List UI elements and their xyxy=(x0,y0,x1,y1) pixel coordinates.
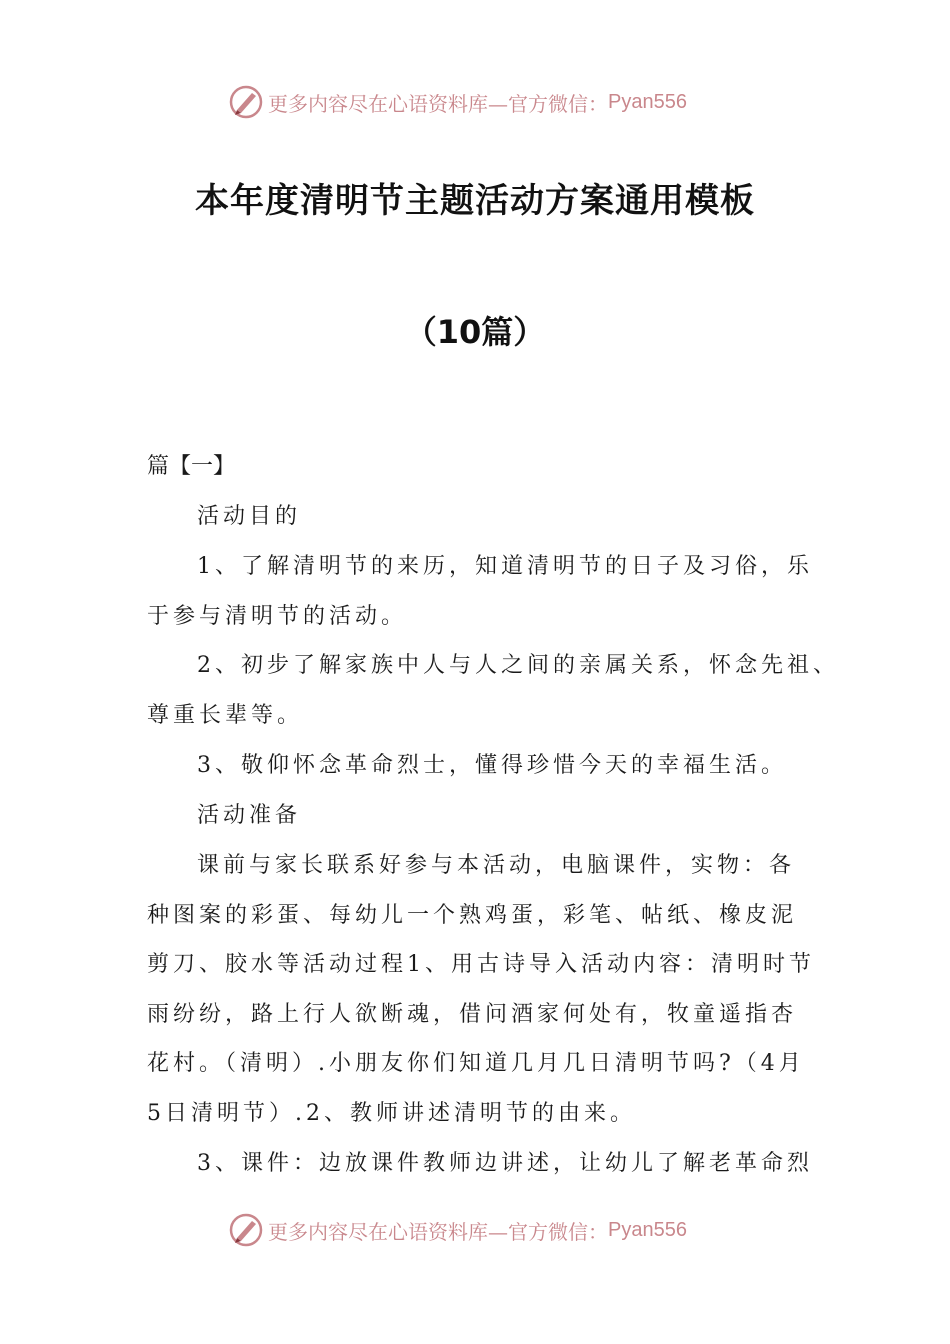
paragraph-line: 课前与家长联系好参与本活动，电脑课件，实物：各 xyxy=(197,853,796,878)
paragraph-line: 雨纷纷，路上行人欲断魂，借问酒家何处有，牧童遥指杏 xyxy=(147,1002,798,1027)
paragraph-line: 活动目的 xyxy=(197,504,302,529)
paragraph-line: 种图案的彩蛋、每幼儿一个熟鸡蛋，彩笔、帖纸、橡皮泥 xyxy=(147,903,798,928)
pen-logo-icon xyxy=(228,84,264,120)
watermark-banner-bottom xyxy=(0,1210,950,1250)
paragraph-line: 于参与清明节的活动。 xyxy=(147,604,408,629)
document-subtitle: （10篇） xyxy=(404,313,546,351)
paragraph-line: 2、初步了解家族中人与人之间的亲属关系，怀念先祖、 xyxy=(197,653,839,678)
paragraph-line: 5日清明节）.2、教师讲述清明节的由来。 xyxy=(147,1101,636,1126)
paragraph-line: 3、课件：边放课件教师边讲述，让幼儿了解老革命烈 xyxy=(197,1151,813,1176)
paragraph-line: 花村。（清明）.小朋友你们知道几月几日清明节吗?（4月 xyxy=(147,1051,805,1076)
section-heading: 篇【一】 xyxy=(147,454,236,479)
pen-logo-icon xyxy=(228,1212,264,1248)
paragraph-line: 1、了解清明节的来历，知道清明节的日子及习俗，乐 xyxy=(197,554,813,579)
paragraph-line: 尊重长辈等。 xyxy=(147,703,304,728)
watermark-wechat-id: Pyan556 xyxy=(608,90,687,113)
document-title: 本年度清明节主题活动方案通用模板 xyxy=(195,181,755,221)
paragraph-line: 3、敬仰怀念革命烈士，懂得珍惜今天的幸福生活。 xyxy=(197,753,787,778)
watermark-text: 更多内容尽在心语资料库—官方微信： xyxy=(268,91,608,116)
watermark-banner-top xyxy=(0,82,950,122)
watermark-wechat-id: Pyan556 xyxy=(608,1218,687,1241)
paragraph-line: 剪刀、胶水等活动过程1、用古诗导入活动内容：清明时节 xyxy=(147,952,815,977)
paragraph-line: 活动准备 xyxy=(197,803,302,828)
watermark-text: 更多内容尽在心语资料库—官方微信： xyxy=(268,1219,608,1244)
